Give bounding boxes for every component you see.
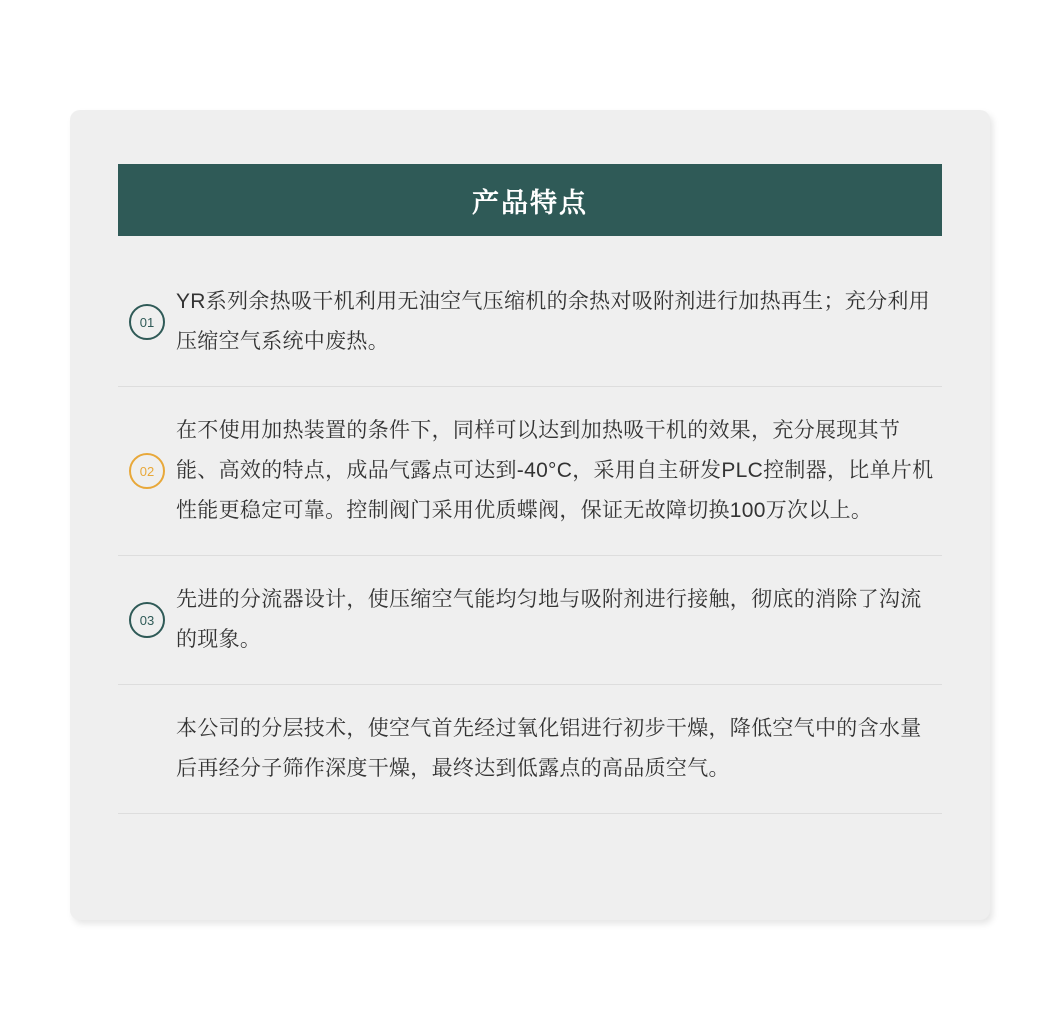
list-item bbox=[118, 387, 942, 556]
badge-column bbox=[118, 453, 176, 489]
badge-column bbox=[118, 731, 176, 767]
list-item bbox=[118, 685, 942, 814]
item-number-badge: 02 bbox=[129, 453, 165, 489]
badge-column bbox=[118, 602, 176, 638]
page-title: 产品特点 bbox=[472, 187, 588, 218]
list-item bbox=[118, 556, 942, 685]
item-number-badge: 03 bbox=[129, 602, 165, 638]
product-features-card bbox=[70, 110, 990, 920]
item-text: 先进的分流器设计，使压缩空气能均匀地与吸附剂进行接触，彻底的消除了沟流的现象。 bbox=[176, 588, 922, 651]
list-item bbox=[118, 258, 942, 387]
item-text: YR系列余热吸干机利用无油空气压缩机的余热对吸附剂进行加热再生；充分利用压缩空气系统中废热。 bbox=[176, 290, 930, 353]
item-number-badge: 01 bbox=[129, 304, 165, 340]
item-text: 本公司的分层技术，使空气首先经过氧化铝进行初步干燥，降低空气中的含水量后再经分子筛作深度干燥，最终达到低露点的高品质空气。 bbox=[176, 717, 922, 780]
card-header bbox=[118, 164, 942, 236]
badge-column bbox=[118, 304, 176, 340]
feature-list bbox=[118, 258, 942, 814]
item-text: 在不使用加热装置的条件下，同样可以达到加热吸干机的效果，充分展现其节能、高效的特点，成品气露点可达到-40°C，采用自主研发PLC控制器，比单片机性能更稳定可靠。控制阀门采用优质蝶阀，保证无故障切换100万次以上。 bbox=[176, 419, 934, 522]
